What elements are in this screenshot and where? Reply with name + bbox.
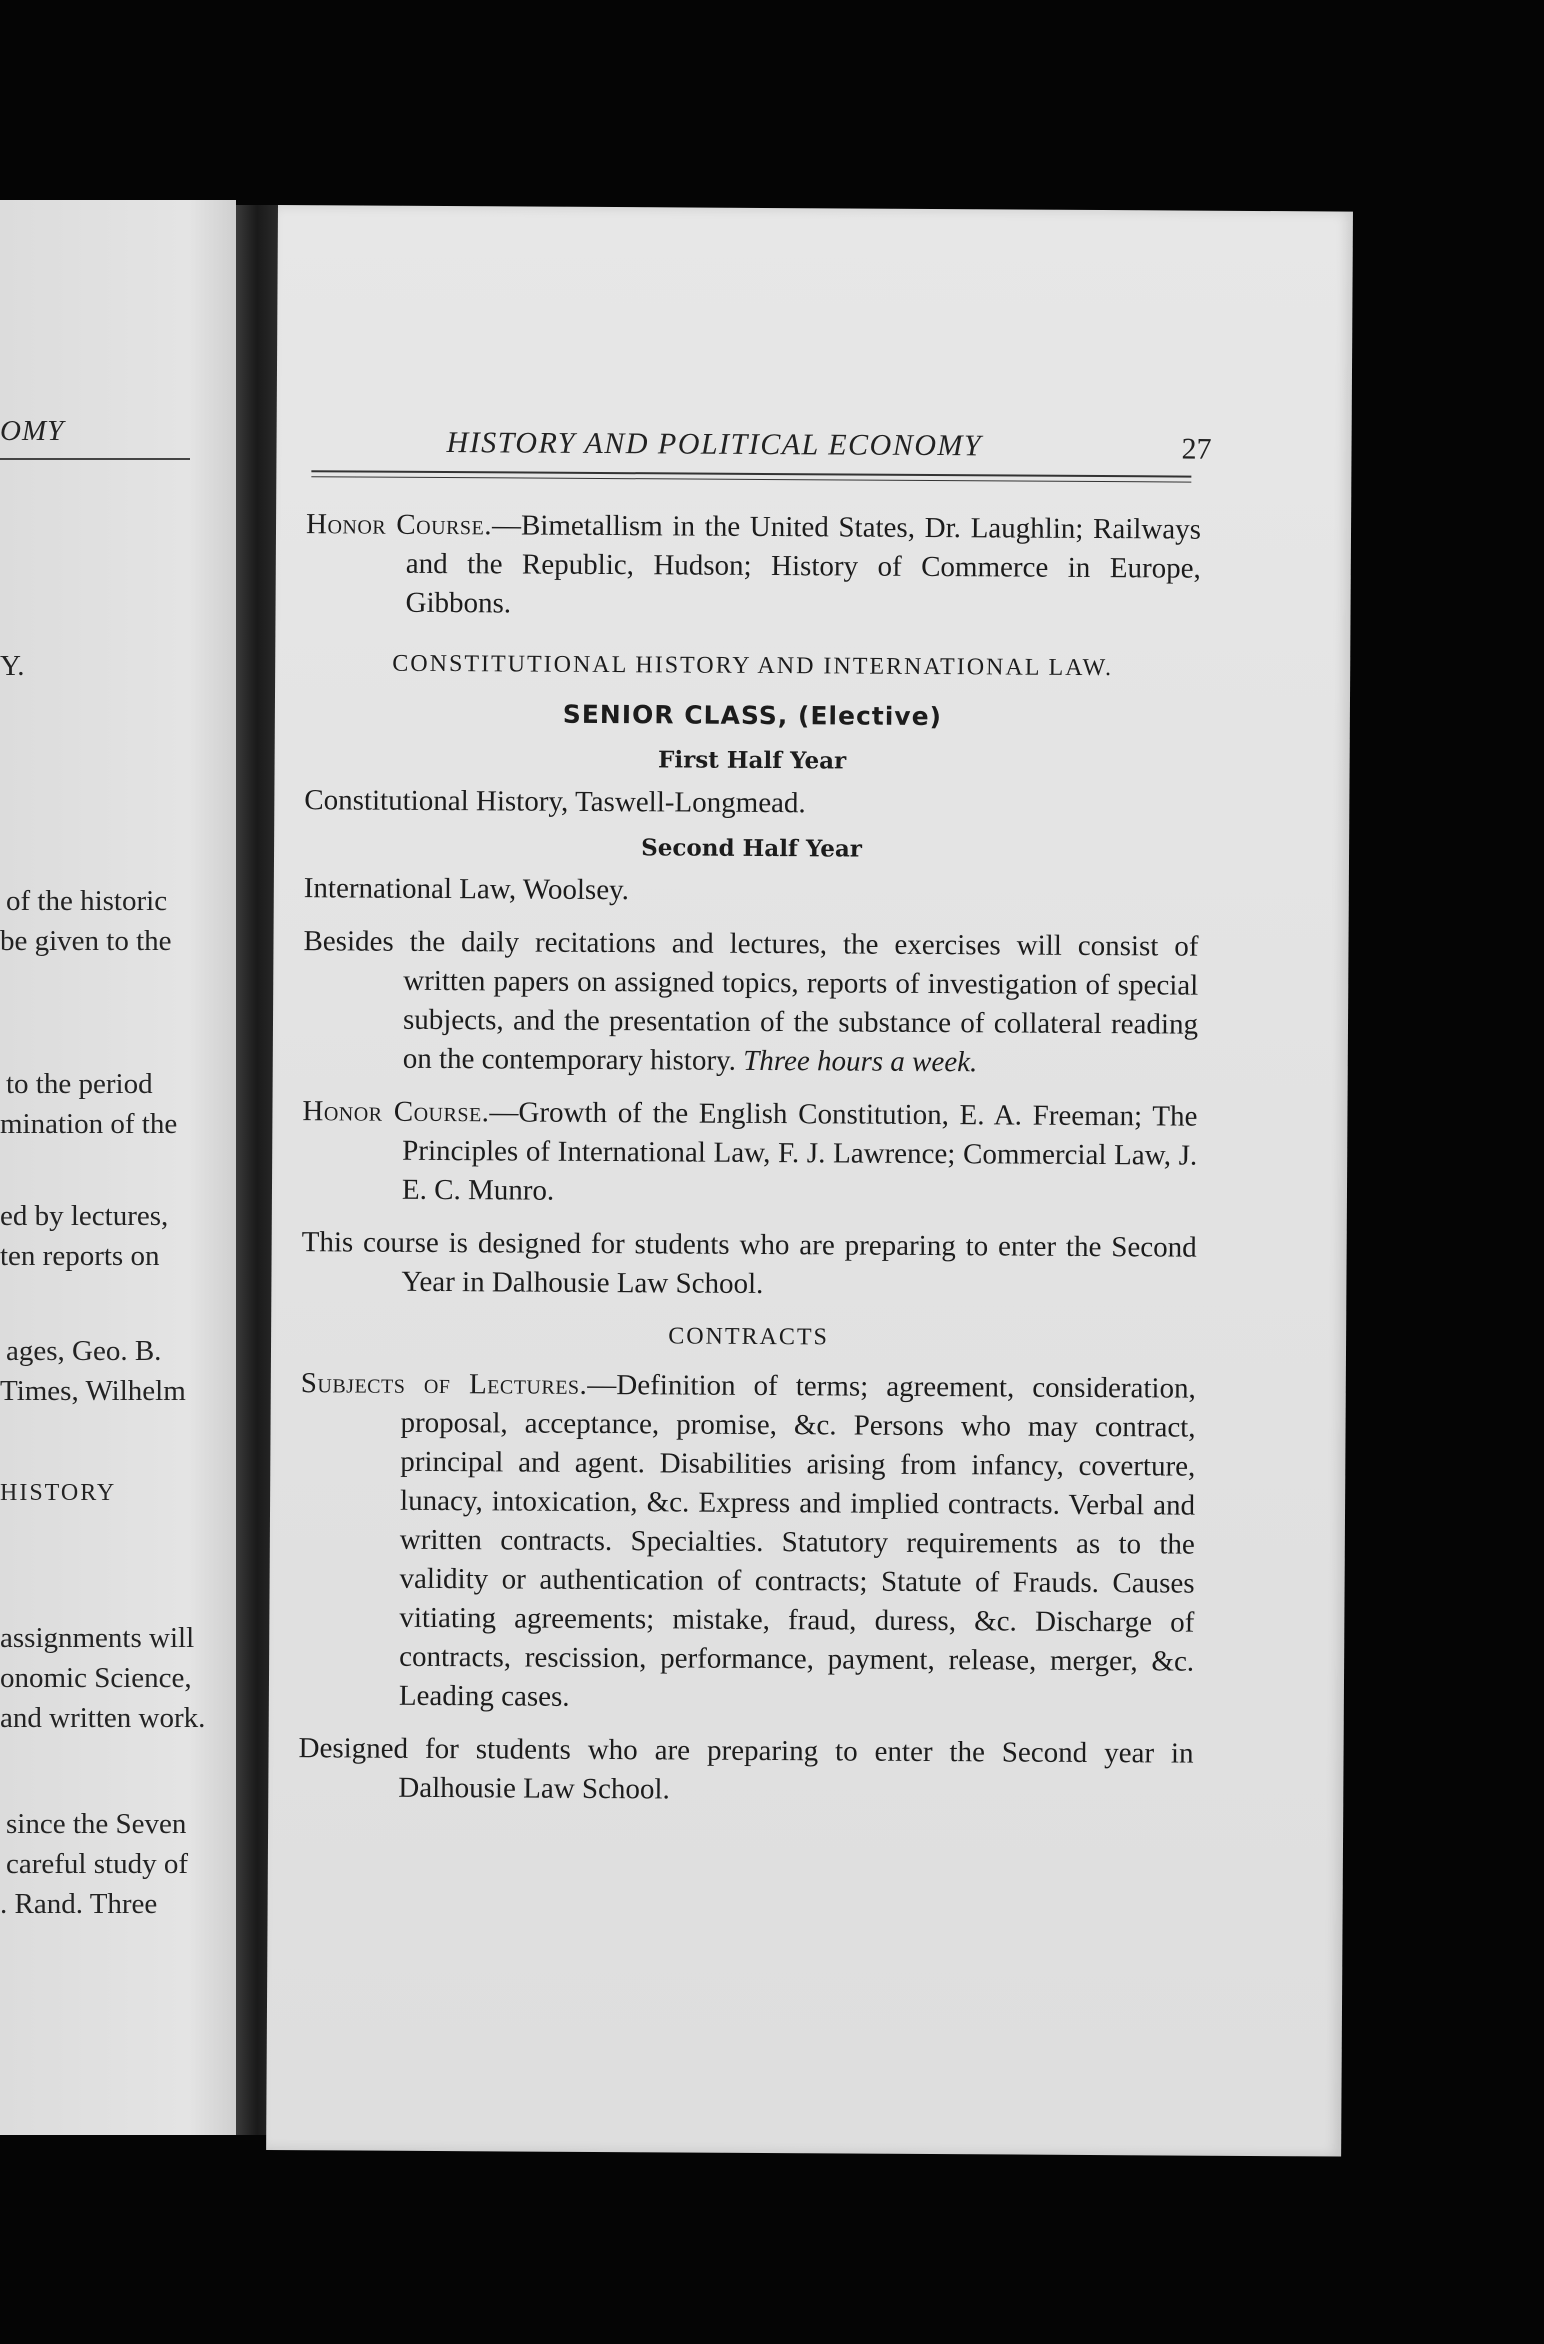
left-line: HISTORY: [0, 1480, 117, 1506]
honor-course-text: —Bimetallism in the United States, Dr. Laughlin; Railways and the Republic, Hudson; History of Commerce in Europe, Gibbons.: [405, 509, 1202, 620]
right-page: [266, 205, 1353, 2157]
left-line: be given to the: [0, 925, 172, 957]
running-head: [276, 425, 1351, 472]
left-line: of the historic: [6, 885, 168, 917]
page-number: 27: [1181, 432, 1212, 466]
contracts-paragraph: [299, 1364, 1196, 1720]
left-line: and written work.: [0, 1702, 206, 1734]
honor-course-text: —Growth of the English Constitution, E. A. Freeman; The Principles of International Law, F. J. Lawrence; Commercial Law, J. E. C. Munro.: [401, 1096, 1198, 1207]
class-heading: SENIOR CLASS, (Elective): [562, 699, 943, 732]
first-half-text: Constitutional History, Taswell-Longmead.: [304, 784, 806, 820]
left-line: assignments will: [0, 1622, 195, 1654]
header-rule-bottom: [311, 476, 1191, 482]
honor-course-paragraph: [305, 505, 1201, 627]
course-note: This course is designed for students who are preparing to enter the Second Year in Dalhousie Law School.: [301, 1226, 1197, 1300]
left-page: [0, 200, 236, 2135]
page-title: HISTORY AND POLITICAL ECONOMY: [446, 426, 983, 463]
left-line: ed by lectures,: [0, 1200, 169, 1232]
lectures-label: Subjects of Lectures.: [300, 1367, 588, 1401]
besides-paragraph: [303, 922, 1199, 1083]
lectures-text: —Definition of terms; agreement, consideration, proposal, acceptance, promise, &c. Persons who may contract, principal and agent. Disabilities arising from infancy, coverture, lunacy, intoxication, &c. Express and implied contracts. Verbal and written contracts. Specialties. Statutory requirements as to the validity or authentication of contracts; Statute of Frauds. Causes vitiating agreements; mistake, fraud, duress, &c. Discharge of contracts, rescission, performance, payment, release, merger, &c. Leading cases.: [398, 1368, 1196, 1713]
honor-course-label: Honor Course.: [302, 1095, 490, 1129]
left-line: mination of the: [0, 1108, 178, 1140]
left-line: ages, Geo. B.: [6, 1335, 162, 1367]
honor-course-label: Honor Course.: [305, 508, 493, 542]
left-line: careful study of: [6, 1848, 188, 1880]
left-line: ten reports on: [0, 1240, 160, 1272]
left-line: onomic Science,: [0, 1662, 192, 1694]
second-half-heading: Second Half Year: [641, 834, 863, 863]
contracts-heading: CONTRACTS: [668, 1323, 830, 1351]
left-line: since the Seven: [6, 1808, 187, 1840]
left-line: Times, Wilhelm: [0, 1375, 186, 1407]
first-half-heading: First Half Year: [657, 746, 847, 775]
contracts-note: Designed for students who are preparing to enter the Second year in Dalhousie Law School.: [298, 1732, 1194, 1806]
honor-course-paragraph-2: [302, 1092, 1198, 1214]
left-line: Y.: [0, 650, 25, 682]
left-running-head: OMY: [0, 415, 65, 447]
page-content: [298, 505, 1201, 1826]
hours-note: Three hours a week.: [743, 1044, 978, 1079]
left-line: to the period: [6, 1068, 153, 1100]
left-line: . Rand. Three: [0, 1888, 158, 1920]
left-header-rule: [0, 458, 190, 460]
second-half-text: International Law, Woolsey.: [303, 872, 630, 907]
besides-text: Besides the daily recitations and lectures, the exercises will consist of written papers on assigned topics, reports of investigation of special subjects, and the presentation of the substance of collateral reading on the contemporary history.: [303, 925, 1199, 1077]
section-heading: CONSTITUTIONAL HISTORY AND INTERNATIONAL LAW.: [392, 650, 1114, 682]
